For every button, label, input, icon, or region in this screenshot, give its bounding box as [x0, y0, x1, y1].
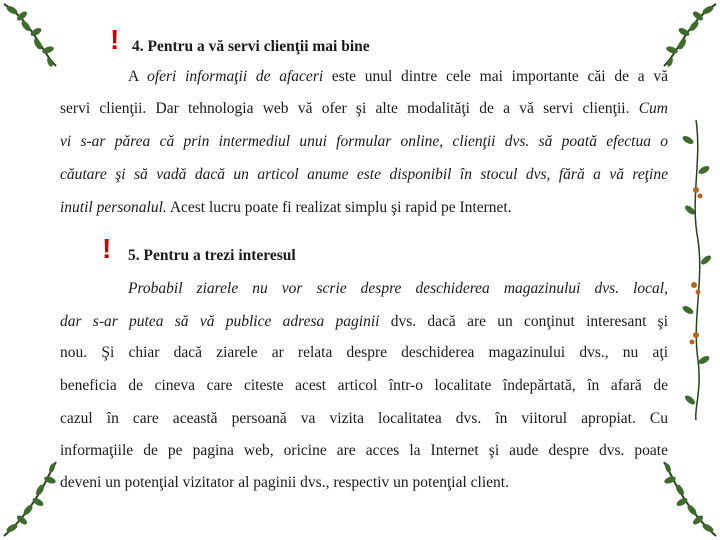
- text-run: beneficia de cineva care citeste acest articol într-o localitate îndepărtată, în afară de: [60, 377, 668, 394]
- italic-text: Cum: [638, 100, 668, 117]
- italic-text: dar s-ar putea să vă publice adresa paginii: [60, 313, 380, 330]
- section-5-heading: 5. Pentru a trezi interesul: [128, 247, 296, 264]
- text-line: [60, 377, 668, 395]
- exclamation-bullet-icon: !: [102, 233, 112, 264]
- text-run: dvs. dacă are un conţinut interesant şi: [379, 313, 668, 330]
- text-run: Acest lucru poate fi realizat simplu şi rapid pe Internet.: [166, 199, 512, 216]
- text-line: [60, 442, 668, 460]
- italic-text: căutare şi să vadă dacă un articol anume este disponibil în stocul dvs, fără a vă reţine: [60, 166, 668, 183]
- text-run: servi clienţii. Dar tehnologia web vă ofer şi alte modalităţi de a vă servi clienţii.: [60, 100, 639, 117]
- text-run: este unul dintre cele mai importante căi de a vă: [323, 68, 668, 85]
- text-run: nou. Şi chiar dacă ziarele ar relata despre deschiderea magazinului dvs., nu aţi: [60, 344, 668, 361]
- text-line: [60, 133, 668, 151]
- text-run: A: [128, 68, 148, 85]
- italic-text: oferi informaţii de afaceri: [147, 68, 324, 85]
- text-line: [60, 199, 668, 217]
- text-run: deveni un potenţial vizitator al paginii dvs., respectiv un potenţial client.: [60, 474, 509, 491]
- exclamation-bullet-icon: !: [110, 24, 120, 55]
- text-line: [60, 344, 668, 362]
- italic-text: inutil personalul.: [60, 199, 167, 216]
- text-run: cazul în care această persoană va vizita localitatea dvs. în viitorul apropiat. Cu: [60, 410, 668, 427]
- section-4-heading: 4. Pentru a vă servi clienţii mai bine: [132, 38, 370, 55]
- italic-text: vi s-ar părea că prin intermediul unui formular online, clienţii dvs. să poată efectua o: [60, 133, 668, 150]
- text-run: informaţiile de pe pagina web, oricine are acces la Internet şi aude despre dvs. poate: [60, 442, 668, 459]
- text-line: [60, 474, 668, 492]
- italic-text: Probabil ziarele nu vor scrie despre deschiderea magazinului dvs. local,: [128, 280, 668, 297]
- text-line: [60, 100, 668, 118]
- text-line: [128, 68, 668, 86]
- text-line: [60, 166, 668, 184]
- text-line: [60, 410, 668, 428]
- text-line: [60, 313, 668, 331]
- text-line: [128, 280, 668, 298]
